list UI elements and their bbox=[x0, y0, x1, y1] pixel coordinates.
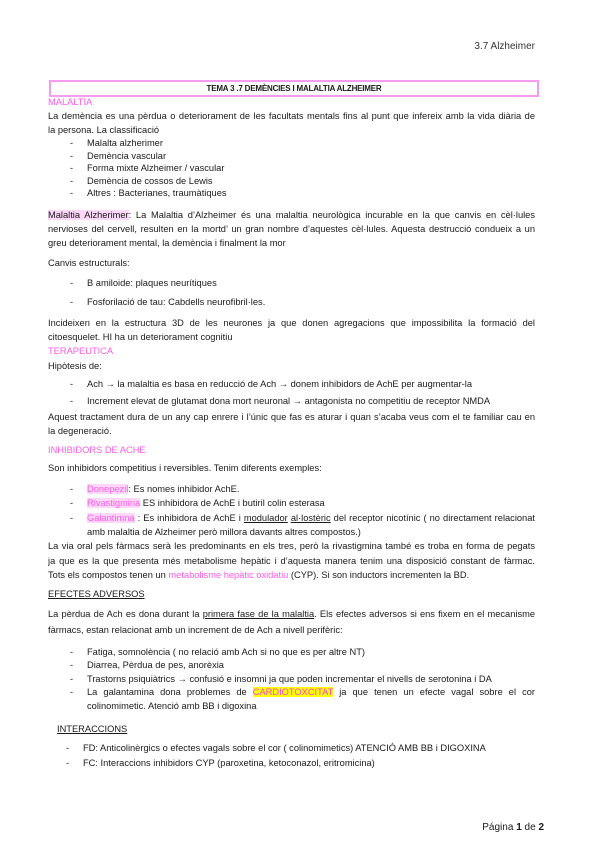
heading-inhibidors: INHIBIDORS DE ACHE bbox=[48, 445, 146, 455]
paragraph: La pèrdua de Ach es dona durant la primera fase de la malaltia. Els efectes adversos si ens fixem en el mecanisme bbox=[48, 609, 535, 619]
paragraph: nervioses del cervell, resulten en la mortd’ un gran nombre d’aquestes cèl·lules. Aquesta destrucció condueix a un bbox=[48, 224, 535, 234]
highlighted-term: Malaltia Alzherimer bbox=[48, 210, 129, 220]
paragraph: la persona. La classificació bbox=[48, 125, 160, 135]
drug-name: Rivastigmina bbox=[87, 498, 141, 508]
paragraph: Malaltia Alzherimer: La Malaltia d’Alzheimer és una malaltia neurològica incurable en la que canvis en cèl·lules bbox=[48, 210, 535, 220]
paragraph: Incideixen en la estructura 3D de les neurones ja que donen agregacions que impossibilita la formació del bbox=[48, 318, 535, 328]
paragraph: ja que es la que presenta més metabolisme hepàtic i d’aquesta manera tenim una disposició constant de fàrmac. bbox=[48, 556, 535, 566]
paragraph: fàrmacs, estan relacionat amb un increment de de Ach a nivell perifèric: bbox=[48, 625, 343, 635]
label: Hipòtesis de: bbox=[48, 361, 102, 371]
page-header: 3.7 Alzheimer bbox=[474, 41, 535, 52]
paragraph: citoesquelet. HI ha un deteriorament cognitiu bbox=[48, 332, 233, 342]
heading-efectes: EFECTES ADVERSOS bbox=[48, 589, 145, 599]
paragraph: Tots els compostos tenen un metabolisme hepàtic oxidatiu (CYP). Si son inductors incrementen la BD. bbox=[48, 570, 470, 580]
highlighted-term: CARDIOTOXCITAT bbox=[252, 687, 334, 697]
paragraph: la degeneració. bbox=[48, 426, 112, 436]
heading-interaccions: INTERACCIONS bbox=[57, 724, 128, 734]
page-number: Página 1 de 2 bbox=[482, 822, 544, 833]
document-title: TEMA 3 .7 DEMÈNCIES I MALALTIA ALZHEIMER bbox=[49, 80, 539, 97]
drug-name: Galantimna bbox=[87, 513, 135, 523]
paragraph: La demència es una pèrdua o deteriorament de les facultats mentals fins al punt que infereix amb la vida diària de bbox=[48, 111, 535, 121]
heading-terapeutica: TERAPEUTICA bbox=[48, 346, 114, 356]
paragraph: Son inhibidors competitius i reversibles. Tenim diferents exemples: bbox=[48, 463, 322, 473]
drug-name: Donepezil bbox=[87, 484, 129, 494]
paragraph: La via oral pels fàrmacs serà les predominants en els tres, però la rivastigmina també es troba en forma de pegats bbox=[48, 541, 535, 551]
paragraph: greu deteriorament mental, la demència i finalment la mor bbox=[48, 238, 286, 248]
heading-malaltia: MALALTIA bbox=[48, 97, 93, 107]
paragraph: Aquest tractament dura de un any cap enrere i l’únic que fas es aturar i quan s’acaba veus com el te familiar cau en bbox=[48, 412, 535, 422]
label: Canvis estructurals: bbox=[48, 258, 130, 268]
